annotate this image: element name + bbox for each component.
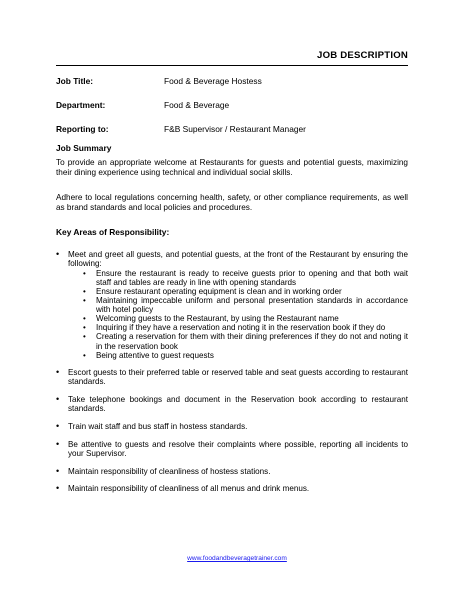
sub-list-item [68, 332, 408, 350]
field-label-reporting-to: Reporting to: [56, 124, 109, 134]
sub-list-item [68, 351, 408, 360]
document-header [56, 50, 408, 64]
list-item-text: Take telephone bookings and document in the Reservation book according to restaurant standards. [68, 394, 408, 414]
bullet-icon: • [83, 268, 86, 278]
list-item [56, 250, 408, 360]
sub-list-item [68, 269, 408, 287]
summary-title: Job Summary [56, 143, 112, 153]
sub-item-text: Welcoming guests to the Restaurant, by using the Restaurant name [96, 314, 339, 324]
list-item-text: Meet and greet all guests, and potential guests, at the front of the Restaurant by ensuring the following: [68, 250, 408, 269]
sub-item-text: Ensure restaurant operating equipment is clean and in working order [96, 287, 342, 296]
footer-website-link[interactable]: www.foodandbeveragetrainer.com [187, 555, 287, 562]
bullet-icon: • [83, 323, 86, 333]
sub-item-text: Inquiring if they have a reservation and noting it in the reservation book if they do [96, 323, 386, 333]
bullet-icon: • [56, 420, 60, 431]
compliance-paragraph: Adhere to local regulations concerning health, safety, or other compliance requirements, as well as brand standards and local policies and procedures. [56, 193, 408, 212]
document-heading: JOB DESCRIPTION [317, 50, 408, 61]
sub-list [68, 269, 408, 360]
field-job-title [56, 76, 416, 88]
sub-list-item [68, 296, 408, 314]
list-item [56, 422, 408, 431]
list-item-text: Maintain responsibility of cleanliness of all menus and drink menus. [68, 484, 310, 494]
sub-item-text: Ensure the restaurant is ready to receive guests prior to opening and that both wait staff and tables are ready in line with opening standards [96, 268, 408, 287]
responsibilities-title: Key Areas of Responsibility: [56, 227, 170, 237]
field-label-department: Department: [56, 100, 106, 110]
summary-paragraph: To provide an appropriate welcome at Restaurants for guests and potential guests, maximizing their dining experience using technical and individual social skills. [56, 158, 408, 177]
bullet-icon: • [56, 465, 60, 476]
field-department [56, 100, 416, 112]
bullet-icon: • [56, 249, 60, 259]
list-item-text: Be attentive to guests and resolve their complaints where possible, reporting all incidents to your Supervisor. [68, 439, 408, 458]
bullet-icon: • [83, 350, 86, 360]
sub-item-text: Maintaining impeccable uniform and personal presentation standards in accordance with hotel policy [96, 296, 408, 315]
field-value-job-title: Food & Beverage Hostess [164, 76, 262, 86]
header-rule [56, 65, 408, 66]
field-label-job-title: Job Title: [56, 76, 94, 86]
list-item [56, 368, 408, 387]
sub-item-text: Being attentive to guest requests [96, 350, 214, 360]
list-item [56, 467, 408, 476]
sub-list-item [68, 323, 408, 332]
bullet-icon: • [56, 483, 60, 494]
sub-list-item [68, 287, 408, 296]
list-item-text: Escort guests to their preferred table or reserved table and seat guests according to restaurant standards. [68, 367, 408, 387]
sub-list-item [68, 314, 408, 323]
list-item [56, 440, 408, 459]
field-value-reporting-to: F&B Supervisor / Restaurant Manager [164, 124, 306, 134]
list-item [56, 484, 408, 493]
list-item [56, 395, 408, 414]
list-item-text: Maintain responsibility of cleanliness of hostess stations. [68, 466, 271, 476]
list-item-text: Train wait staff and bus staff in hostess standards. [68, 421, 248, 431]
bullet-icon: • [83, 296, 86, 306]
field-value-department: Food & Beverage [164, 100, 230, 110]
bullet-icon: • [56, 393, 60, 404]
bullet-icon: • [83, 287, 86, 296]
responsibilities-list [56, 250, 408, 502]
field-reporting-to [56, 124, 416, 136]
bullet-icon: • [83, 332, 86, 342]
sub-item-text: Creating a reservation for them with their dining preferences if they do not and noting it in the reservation book [96, 332, 408, 351]
bullet-icon: • [56, 366, 60, 377]
bullet-icon: • [83, 314, 86, 324]
bullet-icon: • [56, 438, 60, 449]
